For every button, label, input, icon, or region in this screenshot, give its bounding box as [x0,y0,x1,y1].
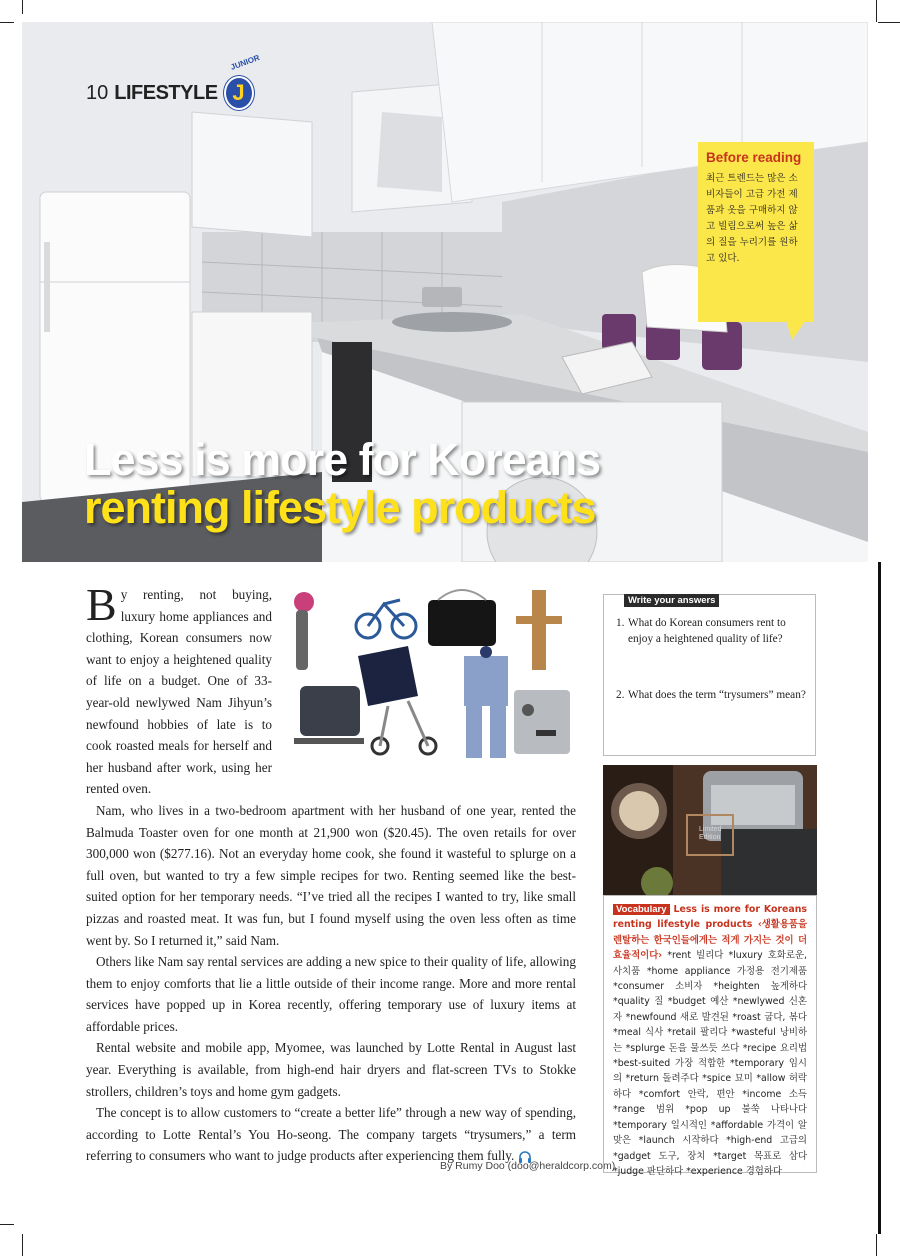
before-reading-text: 최근 트렌드는 많은 소비자들이 고급 가전 제품과 옷을 구매하지 않고 빌림으로써 높은 삶의 질을 누리기를 원하고 있다. [706,173,798,264]
write-answers-label: Write your answers [624,594,719,607]
photo-caption-line1: Limited [699,826,722,833]
page-number: 10 [86,81,109,104]
junior-logo-word: JUNIOR [229,53,261,72]
crop-mark [22,1234,23,1256]
article-headline [84,436,600,532]
write-your-answers-box [603,594,816,756]
drop-cap: B [86,579,117,630]
article-paragraph: Rental website and mobile app, Myomee, was launched by Lotte Rental in August last year. Everything is available, from high-end hair dryers and flat-screen TVs to Stokke strollers, children’s toys and home gym gadgets. [86,1040,576,1099]
crop-mark [0,22,14,23]
crop-mark [876,0,877,22]
crop-mark [878,22,900,23]
junior-logo [224,76,254,110]
vocabulary-entries: *rent 빌리다 *luxury 호화로운, 사치품 *home appliance 가정용 전기제품 *consumer 소비자 *heighten 높게하다 *quality 질 *budget 예산 *newlywed 신혼자 *newfound 새로 발견된 *roast 굽다, 볶다 *meal 식사 *retail 팔리다 *wasteful 낭비하는 *splurge 돈을 물쓰듯 쓰다 *recipe 요리법 *best-suited 가장 적합한 *temporary 임시의 *return 돌려주다 *spice 묘미 *allow 허락하다 *comfort 안락, 편안 *income 소득 *range 범위 *pop up 불쑥 나타나다 *temporary 일시적인 *affordable 가격이 알맞은 *launch 시작하다 *high-end 고급의 *gadget 도구, 장치 *target 목표로 삼다 *judge 판단하다 *experience 경험하다 [613,950,807,1177]
crop-mark [876,1234,877,1256]
before-reading-title: Before reading [706,150,802,165]
section-name: LIFESTYLE [114,81,218,104]
article-body [86,579,576,1167]
headline-line-2: renting lifestyle products [84,482,596,533]
vocabulary-title: Less is more for Koreans renting lifestyle products ‹생활용품을 렌탈하는 한국인들에게는 적게 가지는 것이 더 효율적이다› [613,904,807,962]
article-paragraphs [86,800,576,1167]
crop-mark [0,1224,14,1225]
vocabulary-label: Vocabulary [613,904,670,915]
question-number: 2. [616,689,625,701]
article-lead [86,579,272,800]
headline-line-1: Less is more for Koreans [84,434,601,485]
article-paragraph: Nam, who lives in a two-bedroom apartment with her husband of one year, rented the Balmuda Toaster oven for one month at 21,900 won ($20.45). The oven retails for over 300,000 won ($277.16). Not an everyday home cook, she found it wasteful to splurge on a full oven, but wanted to try a few simple recipes for two. Renting seemed like the best-suited option for her temporary needs. “I’ve tried all the recipes I wanted to try, like small pizzas and roasted meat. It was fun, but I found myself using the oven less often as time went by. So I returned it,” said Nam. [86,802,576,948]
toaster-photo [603,765,817,895]
question-2 [616,687,812,703]
question-text: What do Korean consumers rent to enjoy a heightened quality of life? [628,617,786,645]
question-1 [616,615,812,647]
byline: By Rumy Doo (doo@heraldcorp.com) [440,1160,616,1172]
article-paragraph-text: The concept is to allow customers to “create a better life” through a new way of spending, according to Lotte Rental’s You Ho-seong. The company targets “trysumers,” a term referring to consumers who want to judge products after experiencing them fully. [86,1105,576,1164]
before-reading-note [698,142,814,322]
photo-caption-line2: Edition [699,834,721,841]
article-paragraph [86,1102,576,1167]
question-text: What does the term “trysumers” mean? [628,689,806,701]
article-paragraph: Others like Nam say rental services are adding a new spice to their quality of life, allowing them to enjoy comforts that lie a little outside of their income range. More and more rental services have popped up in Korea recently, offering temporary use of luxury items at affordable prices. [86,954,576,1034]
vocabulary-box [603,895,817,1177]
lead-text: y renting, not buying, luxury home appliances and clothing, Korean consumers now want to enjoy a heightened quality of life on a budget. One of 33-year-old newlywed Nam Jihyun’s newfound hobbies of late is to cook roasted meals for herself and her husband after work, using her rented oven. [86,587,272,797]
page-edge [878,562,881,1234]
junior-logo-letter: J [232,80,245,105]
section-header [86,76,254,110]
question-number: 1. [616,617,625,629]
crop-mark [22,0,23,14]
